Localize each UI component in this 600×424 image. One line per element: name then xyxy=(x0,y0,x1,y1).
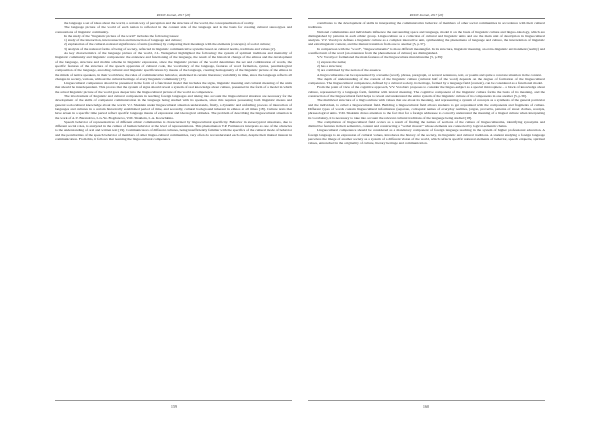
footer-rule xyxy=(308,400,545,401)
body-paragraph: 1) express the name; xyxy=(317,59,347,64)
body-paragraph: 3) analysis of the national forms of being of society, reflected in linguistic communicative systems based on cultural norms, traditions and values [2]. xyxy=(64,46,276,51)
body-paragraph: 3) are combined by the notion of the essence. xyxy=(317,68,382,73)
page-number: 159 xyxy=(170,404,178,409)
body-paragraph: The involvement of linguistic and cultural components in teaching foreign languages and taking into account the linguocultural situation are necessary for the development of the skills of competent communication in the language being studied with its speakers, since this requires possessing both linguistic means and general sociocultural knowledge about the world. V.J. Shaklein under linguocultural situation understands, firstly, a dynamic and unfolding process of interaction of languages and cultures in a certain historically established period of time, and secondly, cultural background inherent in ethnos at all times [18]. Culture texts that have arisen in a specific time period reflect specific language means of expression and ideological attitudes. The problem of describing the linguocultural situation is the work of A.V. Barandova, L.G.Ye. Bogdanova, V.M. Shaklein, L.A. Kozachkina. xyxy=(55,94,292,120)
footer-rule xyxy=(55,400,292,401)
body-paragraph: Linguocultural competence should be presented in the form of a functional model that includes the signs, linguistic meaning and cultural meaning of the units that should be interdependent. This proves that the system of signs should reveal a system of real knowledge about culture, presented in the form of a model in which the actual linguistic picture of the world goes deeper into the linguocultural picture of the world as competence. xyxy=(55,81,292,94)
body-paragraph: In comparison with the “word”, “linguoculturema” is more difficult meaningful. In its structure, linguistic meaning, an extra-linguistic environment (reality) and a unified unit of the word (an extension from the phenomenon of culture) are distinguished. xyxy=(308,46,545,56)
header-rule xyxy=(308,18,545,19)
right-page xyxy=(300,0,600,424)
body-paragraph: Linguocultural competence should be considered as a mandatory component of foreign language teaching in the system of higher professional education. A foreign language is an expression of cultural values, introduces the history of the society, its linguistic and cultural traditions. A student studying a foreign language perceives the image of another society as a system of a different vision of the world, which reflects specific national elements of behavior, speech etiquette, spiritual values, entrenched in the originality of culture, literary heritage and communication. xyxy=(308,128,545,146)
running-header: RUDN Journal, 2017 (20) xyxy=(409,13,444,17)
body-paragraph: The depth of understanding of the content of the linguistic culture (cultural half of the word) depends on the degree of formation of the linguocultural competence. The linguocultural competence, defined by a cultural society, its heritage, formed by a language field (context), can be considered as a functional model. xyxy=(308,76,545,86)
body-paragraph: 1) study of the interaction, interconnection and interaction of language and culture; xyxy=(64,38,182,43)
body-paragraph: A lingvoculturema can be represented by a lexeme (word), phrase, paragraph, or several sentences, text, or poems and quite a concrete situation in the context. xyxy=(317,72,542,77)
body-paragraph: The compilation of linguocultural field occurs as a result of finding the names of sections of the culture of linguoculturema, identifying synonyms and distinctive features in their semantics, content and constructing a “verbal mosaic” whose elements are connected by logical-semantic chains. xyxy=(308,119,545,129)
body-paragraph: the language a set of ideas about the world, a certain way of perception and the structure of the world, the conceptualization of reality. xyxy=(64,21,255,25)
running-header: RUDN Journal, 2017 (20) xyxy=(156,13,191,17)
body-paragraph: The multilevel structure of a lingvoculture with values that are about its meaning, and representing a system of concepts as a synthesis of the general particular and the individual, is called a linguocultural field. Building a linguocultural field allows students to get acquainted with the components and fragments of culture. Different types of words contain linguocultural information (separate, colloquial names of everyday realities, jargon, proverbs, patterns of street clothes, receipts, phraseological units. V.M. Shaklein draws attention to the fact that for a foreign addressee to correctly understand the meaning of a lingual culture when interpreting its vocabulary, it is necessary to take into account the relevant cultural traditions of the language being studied [18]. xyxy=(308,98,545,120)
right-body-text xyxy=(308,21,545,379)
header-rule xyxy=(55,18,292,19)
body-paragraph: From the point of view of the cognitive approach, V.V. Vorobiev proposes to consider the linguo-subject as a special microsphere – a block of knowledge about culture, represented by a language form, familiar with lexical meaning. The cognitive component of the linguistic culture forms the basis of its meaning, and the construction of the linguocultural field helps to reveal and understand the entire system of the linguistic culture of its components in one another [5, p.39]. xyxy=(308,85,545,99)
body-paragraph: V.V. Vorobyov formulated the main features of the linguoculture murculturema [5, p.39]: xyxy=(317,55,444,60)
body-paragraph: contributes to the development of skills in interpreting the communicative behavior of members of other social communities in accordance with their cultural traditions. xyxy=(308,21,545,30)
body-paragraph: As key characteristics of the language picture of the world, J.L. Weisgerber highlighted the following: the system of spiritual traditions and mentality of linguistic community and linguistic components: the existence and functioning of the language, the result of the historical change of the ethnos and the development of the language, structure and mobile scheme in linguistic expression, since the linguistic picture of the world determines the set and combination of words, the specific features of the structure of the speech apparatus of cultural code, the vocabulary of the language, features of word formation, syntax, paremiological composition of the language, encoding cultural and linguistic specifications by means of the language, creating homogeneity of the linguistic picture of the ethnos in the minds of native speakers, in their worldview, the rules of communicative behavior, enshrined in certain literature; variability in time, since the language reflects all changes in society, various, without the cultural heritage of every linguistic community [17]. xyxy=(55,51,292,81)
body-paragraph: 2) explanation of the cultural-national significance of units (realities) by comparing their meanings with the elements (concepts) of social culture; xyxy=(64,42,271,47)
body-paragraph: In the study of the “linguistic picture of the world” includes the following issues: xyxy=(64,33,179,38)
body-paragraph: Speech behavior of representatives of different ethnic communities is characterized by linguocultural specificity. Behavior in stereotypical situations, due to different social roles, is analyzed in the culture of human behavior at the level of representations. This phenomenon V.P. Furmanova interprets as one of the obstacles to the understanding of oral and written text [19]. Communicators of different cultures, being insufficiently familiar with the specifics of the cultural mode of behavior and the peculiarities of the speech behavior of members of other lingua-cultural communities, very often do not understand each other, despite their mutual interest in communication. From this, it follows that learning the linguocultural competence xyxy=(55,119,292,142)
body-paragraph: The language picture of the world of each nation is reflected in the content side of the language and is the basis for creating cultural stereotypes and connotations of linguistic community. xyxy=(55,25,292,34)
body-paragraph: National communities and individuals influence the surrounding space and language, model it on the basis of linguistic culture and linguo-ideology, which are distinguished by patterns in each ethnic group. Linguoculture as a collection of cultural and linguistic units and are the main unit of description in linguocultural analysis. V.V. Vorobyov defines a linguistic culture as a complex interactive unit, synthesizing the phenomena of language and culture, the interrelation of linguistic and extralinguistic content, and the mutual transition from one to another [5, p.37]. xyxy=(308,29,545,47)
left-body-text xyxy=(55,21,292,379)
body-paragraph: 2) has a structure; xyxy=(317,63,343,68)
page-number: 160 xyxy=(422,404,430,409)
